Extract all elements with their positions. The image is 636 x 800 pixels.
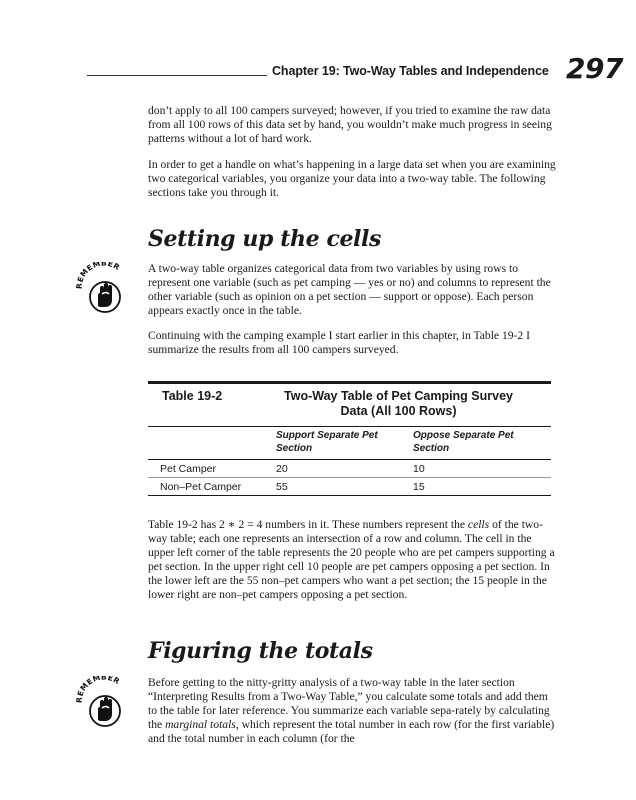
remember-hand-icon — [76, 676, 132, 732]
table-cell: Non–Pet Camper — [160, 480, 242, 493]
paragraph-6-part-b: which represent the total number in each row (for the first variable) and the total number in each column (for the — [148, 718, 555, 745]
table-row — [148, 460, 551, 477]
paragraph-6-text — [148, 676, 558, 746]
paragraph-2-text: In order to get a handle on what’s happening in a large data set when you are examining two categorical variables, you organize your data into a two-way table. The following sections take you through it. — [148, 158, 556, 199]
paragraph-6-part-a: Before getting to the nitty-gritty analysis of a two-way table in the later section “Interpreting Results from a Two-Way Table,” you calculate some totals and add them to the table for later reference. You summarize each variable sepa-rately by calculating the — [148, 676, 550, 731]
table-row — [148, 478, 551, 495]
section-heading: Figuring the totals — [148, 638, 373, 664]
term-cells: cells — [467, 518, 490, 531]
table-bottom-rule — [148, 495, 551, 496]
table-header-cell: Support Separate Pet Section — [276, 430, 378, 454]
paragraph-1-text: don’t apply to all 100 campers surveyed; however, if you tried to examine the raw data from all 100 rows of this data set by hand, you wouldn’t make much progress in seeing patterns without a lot of hard work. — [148, 104, 552, 145]
table-cell: 10 — [413, 462, 425, 475]
table-number: Table 19-2 — [162, 389, 223, 403]
remember-hand-icon — [76, 262, 132, 318]
paragraph-4-text: Continuing with the camping example I start earlier in this chapter, in Table 19-2 I summarize the results from all 100 campers surveyed. — [148, 329, 530, 356]
remember-label: EMEMBER — [76, 676, 122, 698]
page-number: 297 — [566, 52, 623, 85]
table-title: Two-Way Table of Pet Camping Survey Data (All 100 Rows) — [284, 389, 513, 418]
paragraph-2 — [148, 158, 558, 200]
table-cell: 15 — [413, 480, 425, 493]
paragraph-1 — [148, 104, 558, 146]
table-caption — [148, 384, 551, 426]
chapter-title: Chapter 19: Two-Way Tables and Independence — [272, 64, 549, 78]
section-heading: Setting up the cells — [148, 226, 381, 252]
table-header-cell: Oppose Separate Pet Section — [413, 430, 514, 454]
paragraph-6 — [148, 676, 558, 746]
remember-label: EMEMBER — [76, 262, 122, 284]
section-figuring-totals — [148, 638, 373, 664]
paragraph-4 — [148, 329, 558, 357]
paragraph-3 — [148, 262, 558, 318]
paragraph-3-text: A two-way table organizes categorical data from two variables by using rows to represent one variable (such as pet camping — yes or no) and columns to represent the other variable (such as opinion on a pet section — support or oppose). Each person appears exactly once in the table. — [148, 262, 551, 317]
header-rule — [87, 75, 267, 76]
section-setting-up-cells — [148, 226, 381, 252]
table-19-2 — [148, 381, 551, 496]
term-marginal-totals: marginal totals, — [165, 718, 239, 731]
table-cell: 20 — [276, 462, 288, 475]
table-header-row — [148, 427, 551, 459]
table-header-cell — [148, 430, 276, 459]
paragraph-5-text — [148, 518, 558, 602]
paragraph-5-part-a: Table 19-2 has 2 ∗ 2 = 4 numbers in it. These numbers represent the — [148, 518, 468, 531]
paragraph-5 — [148, 518, 558, 602]
table-cell: 55 — [276, 480, 288, 493]
paragraph-5-part-b: of the two-way table; each one represents an intersection of a row and column. The cell in the upper left corner of the table represents the 20 people who are pet campers supporting a pet section. In the upper right cell 10 people are pet campers opposing a pet section. In the lower left are the 55 non–pet campers who want a pet section; the 15 people in the lower right are non–pet campers opposing a pet section. — [148, 518, 555, 601]
table-cell: Pet Camper — [160, 462, 217, 475]
